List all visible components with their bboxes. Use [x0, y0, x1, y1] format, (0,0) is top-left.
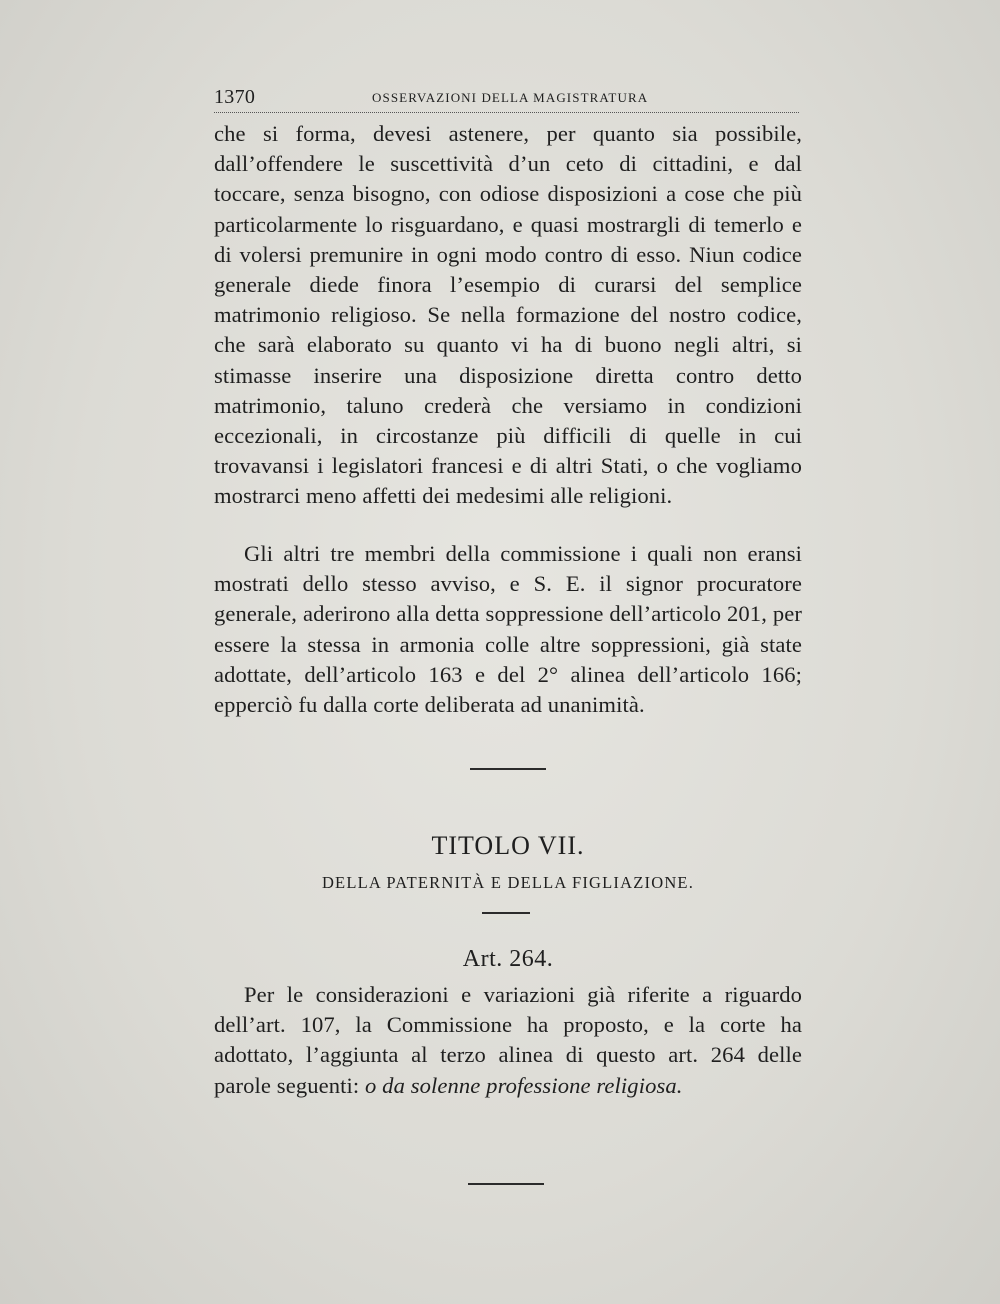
section-subtitle: DELLA PATERNITÀ E DELLA FIGLIAZIONE. — [321, 873, 695, 892]
article-heading: Art. 264. — [462, 946, 554, 972]
section-title: TITOLO VII. — [431, 831, 585, 860]
article-paragraph — [214, 980, 802, 1101]
page-number: 1370 — [214, 86, 256, 108]
paragraph-text: che si forma, devesi astenere, per quanto sia possibile, dall’offendere le suscettività d’un ceto di cittadini, e dal toccare, senza bisogno, con odiose disposizioni a cose che più particolarmente lo risguardano, e quasi mostrargli di temerlo e di volersi premunire in ogni modo contro di esso. Niun codice generale diede finora l’esempio di curarsi del semplice matrimonio religioso. Se nella formazione del nostro codice, che sarà elaborato su quanto vi ha di buono negli altri, si stimasse inserire una disposizione diretta contro detto matrimonio, taluno crederà che versiamo in condizioni eccezionali, in circostanze più difficili di quelle in cui trovavansi i legislatori francesi e di altri Stati, o che vogliamo mostrarci meno affetti dei medesimi alle religioni. — [214, 121, 802, 509]
title-divider — [482, 912, 530, 914]
article-text-container — [214, 980, 802, 1101]
paragraph-continuation — [214, 119, 802, 512]
article-text: Per le considerazioni e variazioni già riferite a riguardo dell’art. 107, la Commissione ha proposto, e la corte ha adottato, l’aggiunta al terzo alinea di questo art. 264 delle parole seguenti: — [214, 982, 802, 1098]
section-divider — [470, 768, 546, 770]
article-quote: o da solenne professione religiosa. — [365, 1072, 683, 1098]
running-head: OSSERVAZIONI DELLA MAGISTRATURA — [372, 90, 649, 105]
paragraph-commission — [214, 539, 802, 720]
header-rule — [214, 112, 799, 113]
page-header — [214, 86, 799, 110]
end-divider — [468, 1183, 544, 1185]
paragraph-text: Gli altri tre membri della commissione i quali non eransi mostrati dello stesso avviso, e S. E. il signor procuratore generale, aderirono alla detta soppressione dell’articolo 201, per essere la stessa in armonia colle altre soppressioni, già state adottate, dell’articolo 163 e del 2° alinea dell’articolo 166; epperciò fu dalla corte deliberata ad unanimità. — [214, 541, 802, 718]
